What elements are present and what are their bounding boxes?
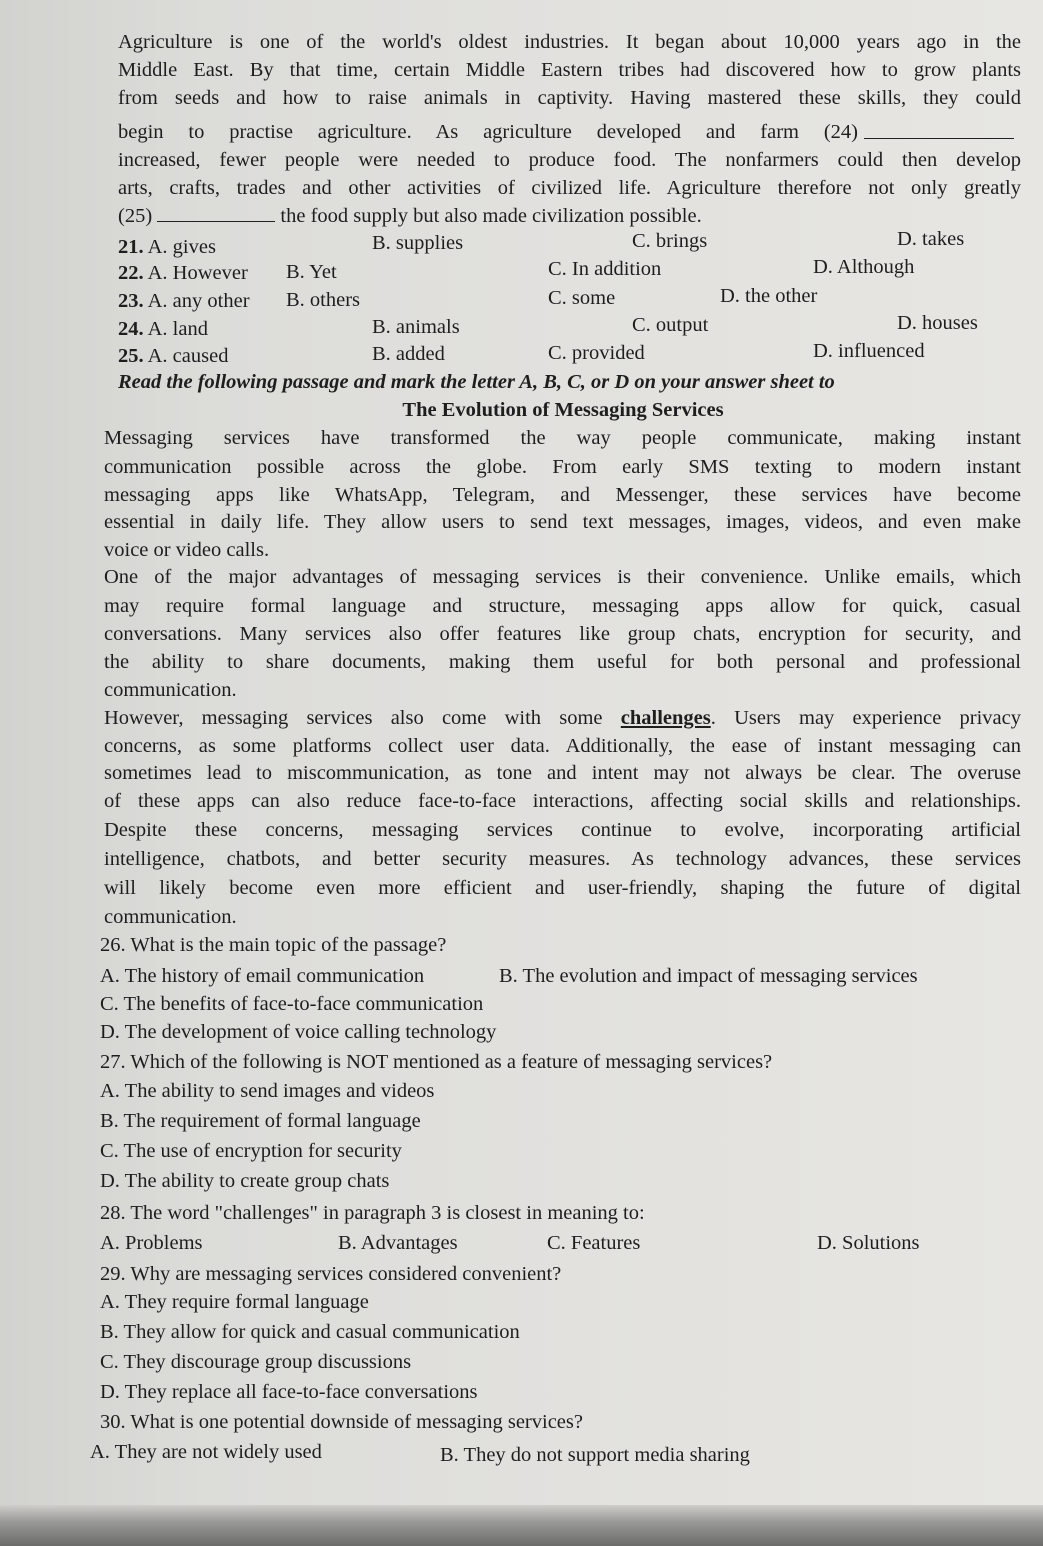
q27-option-d[interactable]: D. The ability to create group chats [100, 1170, 390, 1192]
option-a[interactable]: A. However [147, 262, 248, 284]
p3-text-after: . Users may experience privacy [710, 707, 1021, 729]
p3-line-2: concerns, as some platforms collect user data. Additionally, the ease of instant messaging can [104, 735, 1021, 757]
question-number: 24. [118, 318, 144, 340]
q28-stem-before: 28. The word " [100, 1202, 223, 1224]
agri-line-1: Agriculture is one of the world's oldest industries. It began about 10,000 years ago in the [118, 31, 1021, 53]
p1-line-4: essential in daily life. They allow users to send text messages, images, videos, and even make [104, 511, 1021, 533]
p1-line-3: messaging apps like WhatsApp, Telegram, and Messenger, these services have become [104, 484, 1021, 506]
agri-line-2: Middle East. By that time, certain Middle Eastern tribes had discovered how to grow plants [118, 59, 1021, 81]
option-d[interactable]: D. Although [813, 256, 915, 278]
q28-stem-after: " in paragraph 3 is closest in meaning to: [309, 1202, 645, 1224]
q26-option-c[interactable]: C. The benefits of face-to-face communication [100, 993, 484, 1015]
agri-line-4: begin to practise agriculture. As agriculture developed and farm (24) [118, 121, 858, 143]
option-c[interactable]: C. output [632, 314, 709, 336]
q28-option-d[interactable]: D. Solutions [817, 1232, 920, 1254]
p3-line-4: of these apps can also reduce face-to-face interactions, affecting social skills and relationships. [104, 790, 1021, 812]
p3-text-before: However, messaging services also come with some [104, 707, 621, 729]
option-b[interactable]: B. Yet [286, 261, 337, 283]
instruction: Read the following passage and mark the letter A, B, C, or D on your answer sheet to [118, 371, 835, 393]
blank-24 [864, 138, 1014, 139]
p1-line-1: Messaging services have transformed the way people communicate, making instant [104, 427, 1021, 449]
p3-line-1 [104, 706, 1021, 730]
q26-option-b[interactable]: B. The evolution and impact of messaging services [499, 965, 918, 987]
blank-25 [157, 207, 275, 222]
q30-option-b[interactable]: B. They do not support media sharing [440, 1444, 750, 1466]
q27-option-b[interactable]: B. The requirement of formal language [100, 1110, 421, 1132]
option-d[interactable]: D. the other [720, 285, 818, 307]
option-c[interactable]: C. some [548, 287, 616, 309]
q28-stem-word: challenges [223, 1202, 310, 1224]
agri-line-5: increased, fewer people were needed to produce food. The nonfarmers could then develop [118, 149, 1021, 171]
q28-option-a[interactable]: A. Problems [100, 1232, 203, 1254]
agri-line-7-text: the food supply but also made civilization possible. [280, 205, 702, 227]
question-number: 22. [118, 262, 144, 284]
question-number: 23. [118, 290, 144, 312]
option-a[interactable]: A. any other [147, 290, 250, 312]
passage-title: The Evolution of Messaging Services [402, 399, 724, 421]
q29-option-a[interactable]: A. They require formal language [100, 1291, 369, 1313]
q29-option-c[interactable]: C. They discourage group discussions [100, 1351, 412, 1373]
option-b[interactable]: B. others [286, 289, 361, 311]
q28-stem [100, 1201, 1003, 1225]
agri-line-7 [118, 204, 1021, 228]
p2-line-4: the ability to share documents, making them useful for both personal and professional [104, 651, 1021, 673]
p4-line-2: intelligence, chatbots, and better security measures. As technology advances, these services [104, 848, 1021, 870]
q26-option-a[interactable]: A. The history of email communication [100, 965, 425, 987]
q28-option-c[interactable]: C. Features [547, 1232, 641, 1254]
q27-option-c[interactable]: C. The use of encryption for security [100, 1140, 402, 1162]
option-c[interactable]: C. provided [548, 342, 645, 364]
agri-line-3: from seeds and how to raise animals in captivity. Having mastered these skills, they could [118, 87, 1021, 109]
q28-option-b[interactable]: B. Advantages [338, 1232, 458, 1254]
option-c[interactable]: C. In addition [548, 258, 662, 280]
option-d[interactable]: D. takes [897, 228, 965, 250]
q26-stem: 26. What is the main topic of the passage? [100, 934, 447, 956]
p2-line-2: may require formal language and structure, messaging apps allow for quick, casual [104, 595, 1021, 617]
agri-line-6: arts, crafts, trades and other activities of civilized life. Agriculture therefore not only greatly [118, 177, 1021, 199]
option-a[interactable]: A. caused [147, 345, 229, 367]
q29-stem: 29. Why are messaging services considered convenient? [100, 1263, 562, 1285]
option-b[interactable]: B. animals [372, 316, 460, 338]
option-a[interactable]: A. land [147, 318, 208, 340]
option-b[interactable]: B. added [372, 343, 445, 365]
challenges-word: challenges [620, 707, 711, 729]
blank-25-label: (25) [118, 205, 153, 227]
option-b[interactable]: B. supplies [372, 232, 464, 254]
q27-option-a[interactable]: A. The ability to send images and videos [100, 1080, 435, 1102]
q27-stem: 27. Which of the following is NOT mentioned as a feature of messaging services? [100, 1051, 773, 1073]
q26-option-d[interactable]: D. The development of voice calling technology [100, 1021, 497, 1043]
question-number: 25. [118, 345, 144, 367]
option-d[interactable]: D. houses [897, 312, 978, 334]
p4-line-4: communication. [104, 906, 237, 928]
p2-line-5: communication. [104, 679, 237, 701]
q29-option-d[interactable]: D. They replace all face-to-face conversations [100, 1381, 478, 1403]
q30-option-a[interactable]: A. They are not widely used [90, 1441, 322, 1463]
option-a[interactable]: A. gives [147, 236, 216, 258]
p4-line-1: Despite these concerns, messaging services continue to evolve, incorporating artificial [104, 819, 1021, 841]
p1-line-2: communication possible across the globe. From early SMS texting to modern instant [104, 456, 1021, 478]
q30-stem: 30. What is one potential downside of messaging services? [100, 1411, 583, 1433]
p2-line-1: One of the major advantages of messaging services is their convenience. Unlike emails, which [104, 566, 1021, 588]
bottom-edge-shadow [0, 1505, 1043, 1546]
p2-line-3: conversations. Many services also offer features like group chats, encryption for security, and [104, 623, 1021, 645]
p1-line-5: voice or video calls. [104, 539, 270, 561]
q29-option-b[interactable]: B. They allow for quick and casual communication [100, 1321, 520, 1343]
question-number: 21. [118, 236, 144, 258]
option-c[interactable]: C. brings [632, 230, 708, 252]
p3-line-3: sometimes lead to miscommunication, as tone and intent may not always be clear. The overuse [104, 762, 1021, 784]
p4-line-3: will likely become even more efficient and user-friendly, shaping the future of digital [104, 877, 1021, 899]
option-d[interactable]: D. influenced [813, 340, 925, 362]
